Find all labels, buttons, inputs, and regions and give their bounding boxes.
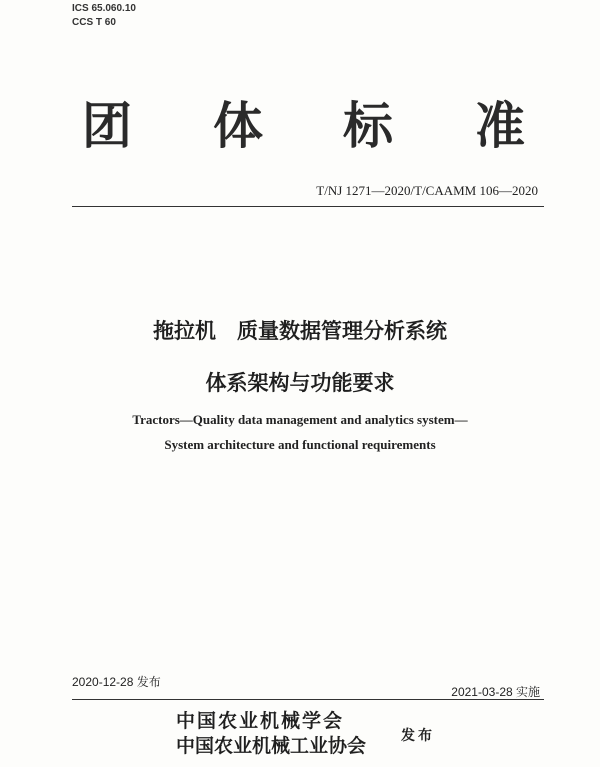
chinese-title-line-1: 拖拉机 质量数据管理分析系统 <box>153 319 447 343</box>
publisher-org-1: 中国农业机械学会 <box>176 710 345 732</box>
top-divider <box>72 206 544 207</box>
implementation-date: 2021-03-28 实施 <box>451 685 540 699</box>
ics-code: ICS 65.060.10 <box>72 3 136 14</box>
standard-type-char: 团 <box>82 97 132 155</box>
publish-label: 发布 <box>401 728 435 744</box>
publisher-org-2: 中国农业机械工业协会 <box>176 735 367 757</box>
standard-number: T/NJ 1271—2020/T/CAAMM 106—2020 <box>316 183 538 198</box>
english-title-line-2: System architecture and functional requirements <box>164 437 436 452</box>
issue-date: 2020-12-28 发布 <box>72 675 161 689</box>
english-title-line-1: Tractors—Quality data management and analytics system— <box>132 412 468 427</box>
ccs-code: CCS T 60 <box>72 17 116 28</box>
standard-type-char: 体 <box>213 97 263 155</box>
bottom-divider <box>72 699 544 700</box>
chinese-title-line-2: 体系架构与功能要求 <box>205 371 395 395</box>
standard-type-char: 标 <box>343 97 393 155</box>
standard-type-char: 准 <box>475 97 525 155</box>
standard-type-title <box>0 96 600 156</box>
